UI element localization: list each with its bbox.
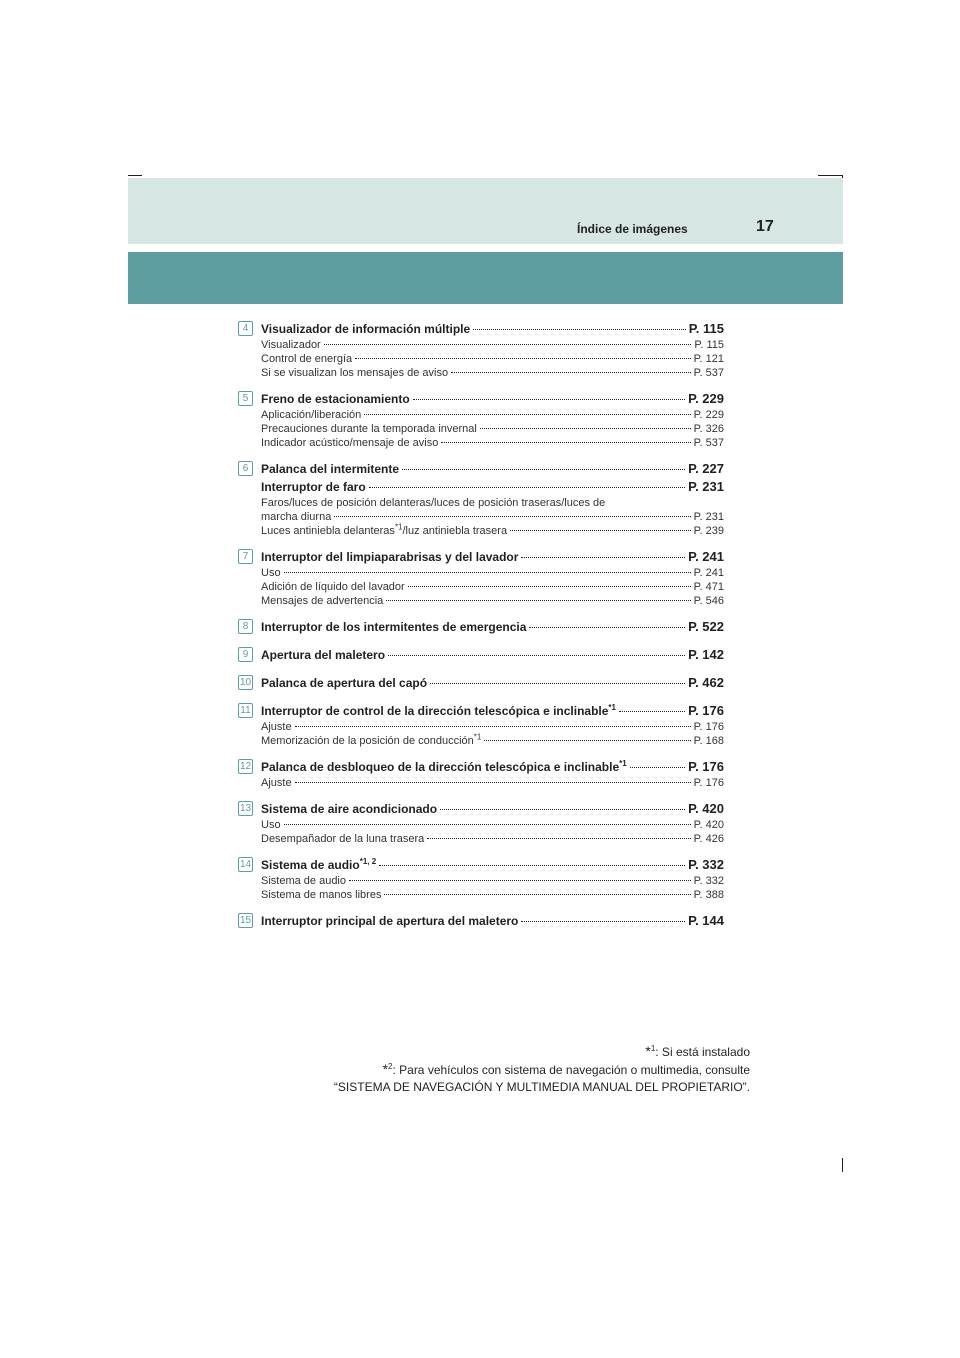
sub-item-label: Control de energía: [261, 353, 353, 365]
entry-title-label: Interruptor de control de la dirección telescópica e inclinable$^{*1}$: [261, 703, 616, 718]
dot-leader: [388, 655, 685, 656]
entry-title-row[interactable]: [261, 548, 724, 566]
entry-title-label: Freno de estacionamiento: [261, 392, 410, 406]
entry-title-row[interactable]: [261, 618, 724, 636]
dot-leader: [529, 627, 685, 628]
page-reference[interactable]: P. 332: [688, 857, 724, 872]
dot-leader: [619, 711, 685, 712]
page-reference[interactable]: P. 522: [688, 619, 724, 634]
sub-item-label: Aplicación/liberación: [261, 409, 362, 421]
index-entry-15: [238, 912, 724, 930]
entry-title-row[interactable]: [261, 912, 724, 930]
page-reference[interactable]: P. 239: [693, 525, 724, 537]
sub-item-row[interactable]: [261, 888, 724, 902]
dot-leader: [510, 530, 691, 531]
footnotes: [334, 1043, 750, 1096]
entry-title-row[interactable]: [261, 674, 724, 692]
page-reference[interactable]: P. 471: [693, 581, 724, 593]
page-reference[interactable]: P. 176: [688, 703, 724, 718]
dot-leader: [521, 557, 685, 558]
page-reference[interactable]: P. 326: [693, 423, 724, 435]
footnote-line: [334, 1061, 750, 1079]
sub-item-row[interactable]: [261, 524, 724, 538]
page-reference[interactable]: P. 231: [688, 479, 724, 494]
page-reference[interactable]: P. 142: [688, 647, 724, 662]
item-number-badge: 4: [238, 321, 253, 336]
sub-item-label: Si se visualizan los mensajes de aviso: [261, 367, 449, 379]
footnote-marker: 2: [388, 1062, 393, 1071]
index-entry-8: [238, 618, 724, 636]
page-reference[interactable]: P. 462: [688, 675, 724, 690]
sub-item-label: Ajuste: [261, 721, 292, 733]
sub-item-row[interactable]: [261, 422, 724, 436]
entry-title-label: Sistema de audio$^{*1, 2}$: [261, 857, 377, 872]
dot-leader: [521, 921, 685, 922]
sub-item-label: Mensajes de advertencia: [261, 595, 384, 607]
page-reference[interactable]: P. 537: [693, 437, 724, 449]
page-reference[interactable]: P. 176: [693, 721, 724, 733]
dot-leader: [349, 880, 691, 881]
item-number-badge: 7: [238, 549, 253, 564]
page-number: 17: [756, 218, 774, 235]
sub-item-label: Indicador acústico/mensaje de aviso: [261, 437, 439, 449]
dot-leader: [386, 600, 690, 601]
page-reference[interactable]: P. 537: [693, 367, 724, 379]
index-entry-12: [238, 758, 724, 790]
dot-leader: [364, 414, 690, 415]
dot-leader: [402, 469, 685, 470]
footnote-asterisk: *: [645, 1043, 651, 1059]
page-reference[interactable]: P. 229: [688, 391, 724, 406]
entry-title-row[interactable]: [261, 460, 724, 478]
sub-item-label: Precauciones durante la temporada invernal: [261, 423, 477, 435]
sub-item-row[interactable]: [261, 776, 724, 790]
sub-item-label: Uso: [261, 819, 281, 831]
sub-item-label: marcha diurna: [261, 511, 332, 523]
item-number-badge: 13: [239, 803, 252, 814]
page-reference[interactable]: P. 546: [693, 595, 724, 607]
index-entry-14: [238, 856, 724, 902]
entry-title-row[interactable]: [261, 478, 724, 496]
sub-item-label: Ajuste: [261, 777, 292, 789]
footnote-marker: *1: [473, 732, 482, 742]
sub-item-label: Memorización de la posición de conducción$^{*1}$: [261, 732, 482, 747]
dot-leader: [384, 894, 690, 895]
page-reference[interactable]: P. 420: [688, 801, 724, 816]
dot-leader: [284, 572, 691, 573]
entry-title-row[interactable]: [261, 758, 724, 776]
page-reference[interactable]: P. 332: [693, 875, 724, 887]
dot-leader: [369, 487, 685, 488]
sub-item-row[interactable]: [261, 832, 724, 846]
dot-leader: [441, 442, 690, 443]
sub-item-row[interactable]: [261, 594, 724, 608]
dot-leader: [295, 726, 691, 727]
dot-leader: [630, 767, 685, 768]
crop-mark-bottom-right-v: [842, 1158, 843, 1172]
page-reference[interactable]: P. 241: [688, 549, 724, 564]
page-reference[interactable]: P. 144: [688, 913, 724, 928]
dot-leader: [427, 838, 690, 839]
dot-leader: [473, 329, 686, 330]
sub-item-row[interactable]: [261, 874, 724, 888]
crop-mark-top-right-h: [818, 175, 842, 176]
footnote-asterisk: *: [382, 1061, 389, 1077]
entry-title-label: Sistema de aire acondicionado: [261, 802, 438, 816]
dot-leader: [324, 344, 692, 345]
footnote-text: : Para vehículos con sistema de navegación o multimedia, consulte: [392, 1063, 750, 1077]
page-reference[interactable]: P. 229: [693, 409, 724, 421]
page-reference[interactable]: P. 168: [693, 735, 724, 747]
entry-title-label: Apertura del maletero: [261, 648, 386, 662]
entry-title-label: Palanca de desbloqueo de la dirección telescópica e inclinable$^{*1}$: [261, 759, 627, 774]
sub-item-label: Sistema de manos libres: [261, 889, 382, 901]
index-entry-6: [238, 460, 724, 538]
page-reference[interactable]: P. 388: [693, 889, 724, 901]
index-entry-5: [238, 390, 724, 450]
dot-leader: [379, 865, 685, 866]
sub-item-label: Sistema de audio: [261, 875, 346, 887]
sub-item-label: Adición de líquido del lavador: [261, 581, 405, 593]
item-number-badge: 12: [239, 761, 252, 772]
sub-item-row[interactable]: [261, 352, 724, 366]
entry-title-label: Palanca del intermitente: [261, 462, 400, 476]
dot-leader: [284, 824, 691, 825]
dot-leader: [430, 683, 685, 684]
page-reference[interactable]: P. 426: [693, 833, 724, 845]
sub-item-label: Desempañador de la luna trasera: [261, 833, 425, 845]
page-section-title: Índice de imágenes: [577, 222, 688, 236]
footnote-text: “SISTEMA DE NAVEGACIÓN Y MULTIMEDIA MANUAL DEL PROPIETARIO”.: [333, 1080, 750, 1094]
footnote-marker: *1: [619, 759, 627, 768]
dot-leader: [295, 782, 691, 783]
sub-item-row[interactable]: [261, 566, 724, 580]
sub-item-label: Luces antiniebla delanteras$^{*1}$/luz antiniebla trasera: [261, 522, 508, 537]
sub-item-row[interactable]: [261, 580, 724, 594]
index-entry-7: [238, 548, 724, 608]
sub-item-label: Visualizador: [261, 339, 321, 351]
page-reference[interactable]: P. 121: [693, 353, 724, 365]
entry-title-label: Palanca de apertura del capó: [261, 676, 428, 690]
index-entry-11: [238, 702, 724, 748]
sub-item-row[interactable]: [261, 720, 724, 734]
sub-item-row[interactable]: [261, 510, 724, 524]
dot-leader: [355, 358, 690, 359]
footnote-marker: *1, 2: [359, 857, 377, 866]
page-reference[interactable]: P. 420: [693, 819, 724, 831]
sub-item-row[interactable]: [261, 366, 724, 380]
index-entries: [238, 320, 724, 940]
page-reference[interactable]: P. 176: [688, 759, 724, 774]
crop-mark-top-left-h: [128, 175, 142, 176]
footnote-marker: *1: [394, 522, 403, 532]
entry-title-label: Interruptor de faro: [261, 480, 366, 494]
page-reference[interactable]: P. 176: [693, 777, 724, 789]
item-number-badge: 6: [238, 461, 253, 476]
item-number-badge: 10: [239, 677, 252, 688]
page-reference[interactable]: P. 241: [693, 567, 724, 579]
sub-item-row[interactable]: [261, 408, 724, 422]
entry-title-row[interactable]: [261, 646, 724, 664]
sub-item-row[interactable]: [261, 818, 724, 832]
dot-leader: [334, 516, 690, 517]
sub-item-label: Uso: [261, 567, 281, 579]
entry-title-label: Interruptor del limpiaparabrisas y del lavador: [261, 550, 519, 564]
footnote-marker: *1: [608, 703, 616, 712]
page-reference[interactable]: P. 115: [688, 321, 724, 336]
entry-title-label: Visualizador de información múltiple: [261, 322, 471, 336]
index-entry-13: [238, 800, 724, 846]
section-band: [128, 252, 843, 304]
entry-title-row[interactable]: [261, 856, 724, 874]
item-number-badge: 5: [238, 391, 253, 406]
footnote-line: [334, 1043, 750, 1061]
footnote-marker: 1: [650, 1044, 656, 1053]
index-entry-4: [238, 320, 724, 380]
page-reference[interactable]: P. 231: [693, 511, 724, 523]
item-number-badge: 9: [238, 647, 253, 662]
dot-leader: [484, 740, 690, 741]
dot-leader: [480, 428, 691, 429]
item-number-badge: 11: [238, 703, 253, 718]
entry-title-label: Interruptor principal de apertura del maletero: [261, 914, 519, 928]
sub-item-row[interactable]: [261, 734, 724, 748]
entry-title-row[interactable]: [261, 800, 724, 818]
item-number-badge: 15: [239, 915, 252, 926]
index-entry-9: [238, 646, 724, 664]
dot-leader: [440, 809, 685, 810]
header-band: [128, 178, 843, 244]
entry-title-label: Interruptor de los intermitentes de emergencia: [261, 620, 527, 634]
page-reference[interactable]: P. 227: [688, 461, 724, 476]
page-reference[interactable]: P. 115: [694, 339, 724, 351]
index-entry-10: [238, 674, 724, 692]
entry-title-row[interactable]: [261, 320, 724, 338]
entry-title-row[interactable]: [261, 390, 724, 408]
sub-item-row[interactable]: [261, 436, 724, 450]
dot-leader: [413, 399, 685, 400]
dot-leader: [408, 586, 691, 587]
footnote-text: : Si está instalado: [655, 1045, 750, 1059]
item-number-badge: 8: [238, 619, 253, 634]
sub-item-wrap-text: Faros/luces de posición delanteras/luces de posición traseras/luces de: [261, 497, 606, 509]
sub-item-row[interactable]: [261, 338, 724, 352]
footnote-line: [334, 1079, 750, 1096]
dot-leader: [451, 372, 691, 373]
entry-title-row[interactable]: [261, 702, 724, 720]
item-number-badge: 14: [239, 859, 252, 870]
